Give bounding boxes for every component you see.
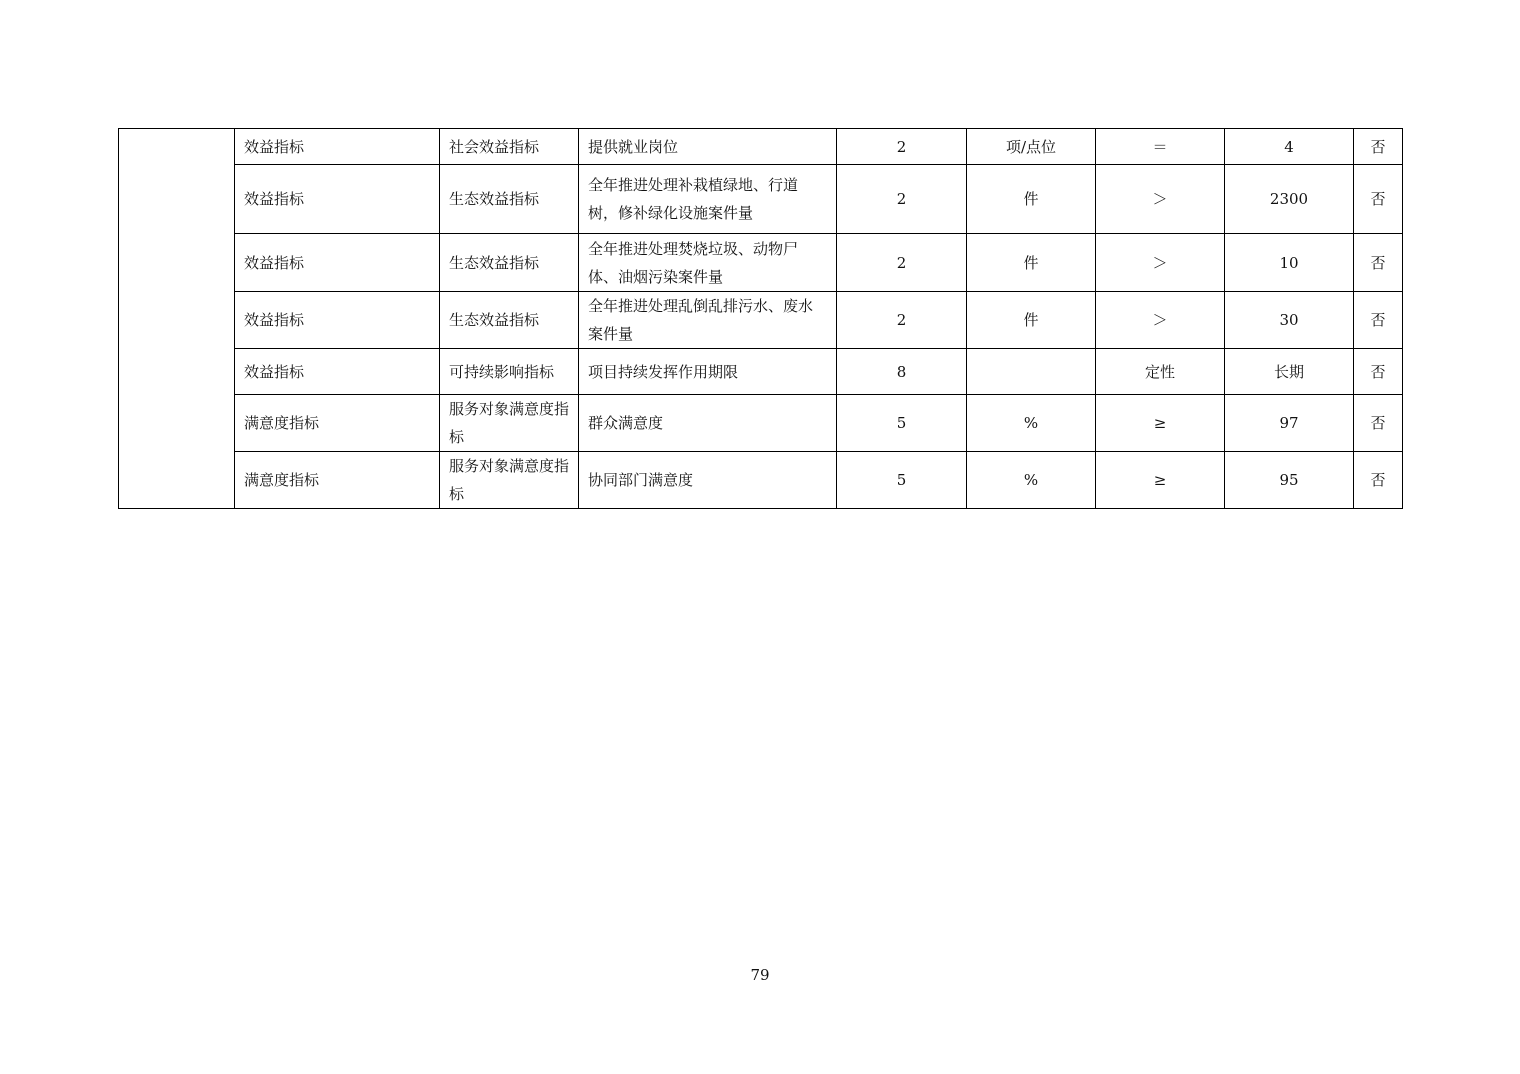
table-row xyxy=(119,234,1403,292)
operator-cell: ＝ xyxy=(1096,129,1225,165)
score-cell: 8 xyxy=(837,349,967,395)
level1-indicator-cell: 效益指标 xyxy=(235,165,440,234)
flag-cell: 否 xyxy=(1354,234,1403,292)
table-row xyxy=(119,129,1403,165)
score-cell: 2 xyxy=(837,234,967,292)
level2-indicator-cell: 可持续影响指标 xyxy=(440,349,579,395)
table-row xyxy=(119,349,1403,395)
table-row xyxy=(119,165,1403,234)
level2-indicator-cell: 生态效益指标 xyxy=(440,234,579,292)
operator-cell: 定性 xyxy=(1096,349,1225,395)
unit-cell: 件 xyxy=(967,234,1096,292)
page-number: 79 xyxy=(750,966,770,984)
level1-indicator-cell: 满意度指标 xyxy=(235,452,440,509)
indicator-name-cell: 提供就业岗位 xyxy=(579,129,837,165)
indicator-name-cell: 全年推进处理焚烧垃圾、动物尸体、油烟污染案件量 xyxy=(579,234,837,292)
level1-indicator-cell: 效益指标 xyxy=(235,349,440,395)
target-value-cell: 长期 xyxy=(1225,349,1354,395)
unit-cell xyxy=(967,349,1096,395)
flag-cell: 否 xyxy=(1354,349,1403,395)
level1-indicator-cell: 效益指标 xyxy=(235,129,440,165)
target-value-cell: 4 xyxy=(1225,129,1354,165)
unit-cell: 项/点位 xyxy=(967,129,1096,165)
indicator-name-cell: 协同部门满意度 xyxy=(579,452,837,509)
level2-indicator-cell: 服务对象满意度指标 xyxy=(440,452,579,509)
table-row xyxy=(119,395,1403,452)
indicator-name-cell: 群众满意度 xyxy=(579,395,837,452)
unit-cell: 件 xyxy=(967,165,1096,234)
performance-indicator-table xyxy=(118,128,1403,509)
unit-cell: % xyxy=(967,395,1096,452)
target-value-cell: 97 xyxy=(1225,395,1354,452)
operator-cell: ＞ xyxy=(1096,292,1225,349)
operator-cell: ≥ xyxy=(1096,452,1225,509)
table-row xyxy=(119,292,1403,349)
level2-indicator-cell: 生态效益指标 xyxy=(440,292,579,349)
level2-indicator-cell: 服务对象满意度指标 xyxy=(440,395,579,452)
table-row xyxy=(119,452,1403,509)
merged-category-cell xyxy=(119,129,235,509)
level1-indicator-cell: 满意度指标 xyxy=(235,395,440,452)
flag-cell: 否 xyxy=(1354,165,1403,234)
score-cell: 2 xyxy=(837,129,967,165)
target-value-cell: 10 xyxy=(1225,234,1354,292)
unit-cell: % xyxy=(967,452,1096,509)
score-cell: 2 xyxy=(837,292,967,349)
indicator-name-cell: 全年推进处理补栽植绿地、行道树，修补绿化设施案件量 xyxy=(579,165,837,234)
level2-indicator-cell: 生态效益指标 xyxy=(440,165,579,234)
unit-cell: 件 xyxy=(967,292,1096,349)
flag-cell: 否 xyxy=(1354,292,1403,349)
flag-cell: 否 xyxy=(1354,452,1403,509)
operator-cell: ＞ xyxy=(1096,165,1225,234)
level1-indicator-cell: 效益指标 xyxy=(235,234,440,292)
target-value-cell: 95 xyxy=(1225,452,1354,509)
flag-cell: 否 xyxy=(1354,129,1403,165)
level2-indicator-cell: 社会效益指标 xyxy=(440,129,579,165)
operator-cell: ≥ xyxy=(1096,395,1225,452)
target-value-cell: 2300 xyxy=(1225,165,1354,234)
score-cell: 5 xyxy=(837,395,967,452)
score-cell: 5 xyxy=(837,452,967,509)
flag-cell: 否 xyxy=(1354,395,1403,452)
operator-cell: ＞ xyxy=(1096,234,1225,292)
level1-indicator-cell: 效益指标 xyxy=(235,292,440,349)
indicator-name-cell: 全年推进处理乱倒乱排污水、废水案件量 xyxy=(579,292,837,349)
indicator-name-cell: 项目持续发挥作用期限 xyxy=(579,349,837,395)
target-value-cell: 30 xyxy=(1225,292,1354,349)
score-cell: 2 xyxy=(837,165,967,234)
